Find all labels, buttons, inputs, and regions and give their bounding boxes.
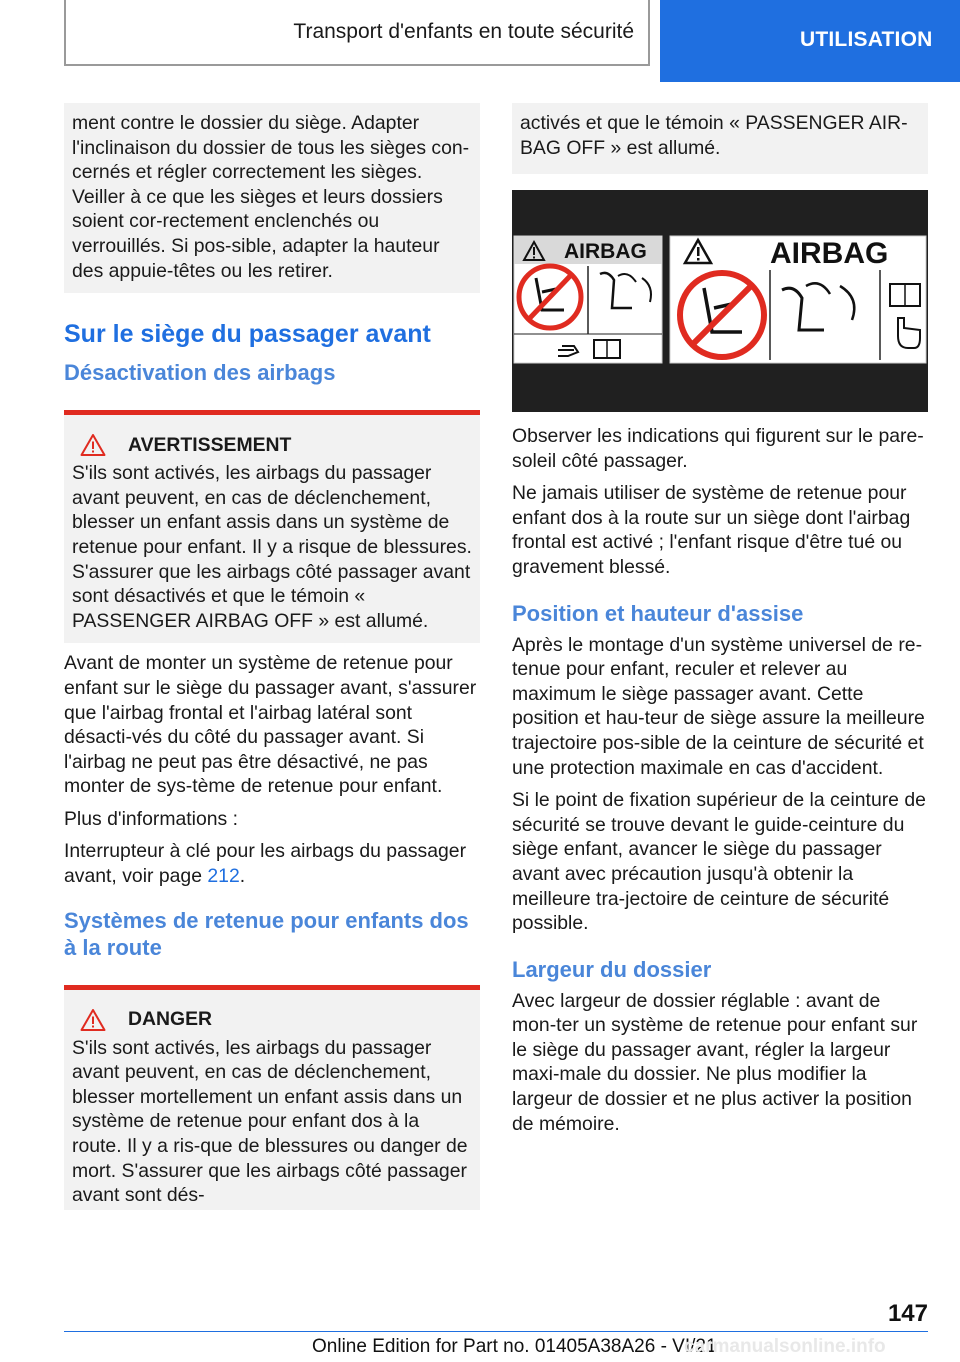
footer-divider <box>64 1331 928 1332</box>
warning-triangle-icon <box>80 433 106 457</box>
warning-label: AVERTISSEMENT <box>128 433 292 456</box>
watermark: carmanualsonline.info <box>684 1336 886 1357</box>
para-anchor-point: Si le point de fixation supérieur de la ceinture de sécurité se trouve devant le guide-ceinture du siège enfant, avancer le siège du passager avant avec précaution jusqu'à obtenir la meilleure tra-jectoire de ceinture de sécurité possible. <box>512 789 926 935</box>
warning-box <box>64 410 480 643</box>
para-never-use: Ne jamais utiliser de système de retenue pour enfant dos à la route sur un siège dont l'airbag frontal est activé ; l'enfant risque d'être tué ou gravement blessé. <box>512 482 911 578</box>
heading-rear-facing: Systèmes de retenue pour enfants dos à la route <box>64 907 469 960</box>
small-airbag-label: AIRBAG <box>564 240 647 263</box>
para-after-mounting: Après le montage d'un système universel de re-tenue pour enfant, reculer et relever au maximum le siège passager avant. Cette position et hau-teur de siège assure la meilleure trajectoire pos-sible de la ceinture de sécurité et une protection maximale en cas d'accident. <box>512 633 925 779</box>
danger-text: S'ils sont activés, les airbags du passager avant peuvent, en cas de déclenchement, blesser mortellement un enfant assis dans un système de retenue pour enfant dos à la route. Il y a ris-que de blessures ou danger de mort. S'assurer que les airbags côté passager avant sont dés- <box>72 1036 468 1207</box>
heading-seat-position: Position et hauteur d'assise <box>512 600 804 626</box>
header-chapter-tab <box>660 0 960 82</box>
chapter-title: UTILISATION <box>800 28 933 51</box>
para-before-mounting: Avant de monter un système de retenue pour enfant sur le siège du passager avant, s'assurer que l'airbag frontal et l'airbag latéral sont désacti-vés du côté du passager avant. Si l'airbag ne peut pas être désactivé, ne pas monter de sys-tème de retenue pour enfant. <box>64 652 477 798</box>
para-key-switch-text: Interrupteur à clé pour les airbags du passager avant, voir page <box>64 840 467 888</box>
warning-text: S'ils sont activés, les airbags du passager avant peuvent, en cas de déclenchement, blesser un enfant assis dans un système de retenue pour enfant. Il y a risque de blessures. S'assurer que les airbags côté passager avant sont désactivés et que le témoin « PASSENGER AIRBAG OFF » est allumé. <box>72 462 472 632</box>
para-key-switch-suffix: . <box>239 865 246 888</box>
para-more-info: Plus d'informations : <box>64 807 238 830</box>
danger-box <box>64 985 480 1210</box>
heading-airbag-deactivation: Désactivation des airbags <box>64 360 336 386</box>
intro-box <box>64 103 480 293</box>
footer-edition: Online Edition for Part no. 01405A38A26 - VI/21 <box>312 1336 717 1357</box>
airbag-warning-labels-illustration <box>512 190 928 412</box>
intro-text: ment contre le dossier du siège. Adapter l'inclinaison du dossier de tous les sièges con-cernés et régler correctement les sièges. Veiller à ce que les sièges et leurs dossiers soient cor-rectement enclenchés ou verrouillés. Si pos-sible, adapter la hauteur des appuie-têtes ou les retirer. <box>72 112 470 282</box>
right-column <box>512 103 928 1144</box>
heading-front-seat: Sur le siège du passager avant <box>64 320 431 349</box>
danger-triangle-icon <box>80 1008 106 1032</box>
para-backrest-width: Avec largeur de dossier réglable : avant de mon-ter un système de retenue pour enfant sur le siège du passager avant, régler la largeur maxi-male du dossier. Ne plus modifier la largeur de dossier et ne plus activer la position de mémoire. <box>512 989 918 1135</box>
left-column <box>64 103 480 1210</box>
para-key-switch-ref <box>64 839 480 888</box>
heading-backrest-width: Largeur du dossier <box>512 956 712 982</box>
danger-continued-text: activés et que le témoin « PASSENGER AIR-BAG OFF » est allumé. <box>520 112 908 159</box>
page-number: 147 <box>887 1300 928 1327</box>
para-sun-visor: Observer les indications qui figurent sur le pare-soleil côté passager. <box>512 425 924 472</box>
large-airbag-label: AIRBAG <box>770 237 889 270</box>
danger-label: DANGER <box>128 1008 213 1031</box>
danger-continued-box <box>512 103 928 174</box>
section-title: Transport d'enfants en toute sécurité <box>293 20 634 43</box>
page-link-212[interactable]: 212 <box>207 865 240 888</box>
airbag-label-image <box>512 190 928 412</box>
header-section-box <box>64 0 650 66</box>
